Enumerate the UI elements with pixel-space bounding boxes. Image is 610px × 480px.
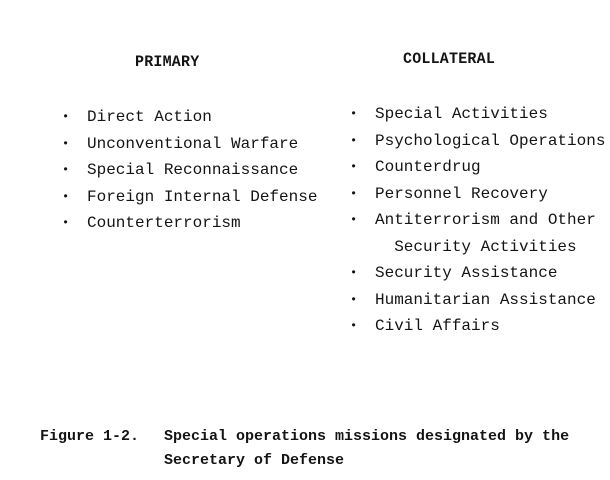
list-item <box>350 101 605 128</box>
mission-label: Personnel Recovery <box>375 184 548 203</box>
bullet-icon: • <box>350 292 358 307</box>
bullet-icon: • <box>62 189 70 204</box>
primary-column-heading: PRIMARY <box>135 53 200 72</box>
mission-label: Counterterrorism <box>87 214 241 232</box>
collateral-missions-list <box>350 101 606 340</box>
list-item <box>350 313 605 340</box>
bullet-icon: • <box>350 213 358 227</box>
list-item <box>62 157 317 184</box>
mission-label: Special Activities <box>375 105 548 123</box>
list-item <box>350 181 605 208</box>
caption-line-2: Secretary of Defense <box>164 452 345 469</box>
collateral-column-heading: COLLATERAL <box>403 50 496 69</box>
list-item <box>62 104 317 131</box>
bullet-icon: • <box>62 216 70 230</box>
figure-caption <box>40 425 569 473</box>
mission-label: Security Assistance <box>375 264 558 282</box>
figure-number: Figure 1-2. <box>40 428 140 445</box>
mission-label: Antiterrorism and Other Security Activities <box>375 211 596 256</box>
list-item <box>350 154 605 181</box>
mission-label: Psychological Operations <box>375 131 606 150</box>
mission-label: Civil Affairs <box>375 317 500 335</box>
bullet-icon: • <box>350 319 358 333</box>
caption-line-1 <box>40 425 569 449</box>
bullet-icon: • <box>62 136 70 151</box>
bullet-icon: • <box>350 160 358 174</box>
bullet-icon: • <box>350 107 358 121</box>
mission-label: Direct Action <box>87 108 212 126</box>
bullet-icon: • <box>62 110 70 124</box>
list-item <box>350 287 605 314</box>
list-item <box>62 131 317 158</box>
list-item <box>62 184 318 211</box>
list-item <box>62 210 317 237</box>
list-item <box>350 207 605 260</box>
list-item <box>350 128 606 155</box>
mission-label: Counterdrug <box>375 158 481 176</box>
mission-label: Unconventional Warfare <box>87 134 299 153</box>
list-item <box>350 260 605 287</box>
primary-missions-list <box>62 104 318 237</box>
mission-label: Humanitarian Assistance <box>375 290 596 309</box>
caption-text: Special operations missions designated by the <box>164 428 570 445</box>
bullet-icon: • <box>350 186 358 201</box>
mission-label: Foreign Internal Defense <box>87 187 318 206</box>
bullet-icon: • <box>62 163 70 177</box>
bullet-icon: • <box>350 266 358 280</box>
mission-label: Special Reconnaissance <box>87 161 299 179</box>
bullet-icon: • <box>350 133 358 148</box>
